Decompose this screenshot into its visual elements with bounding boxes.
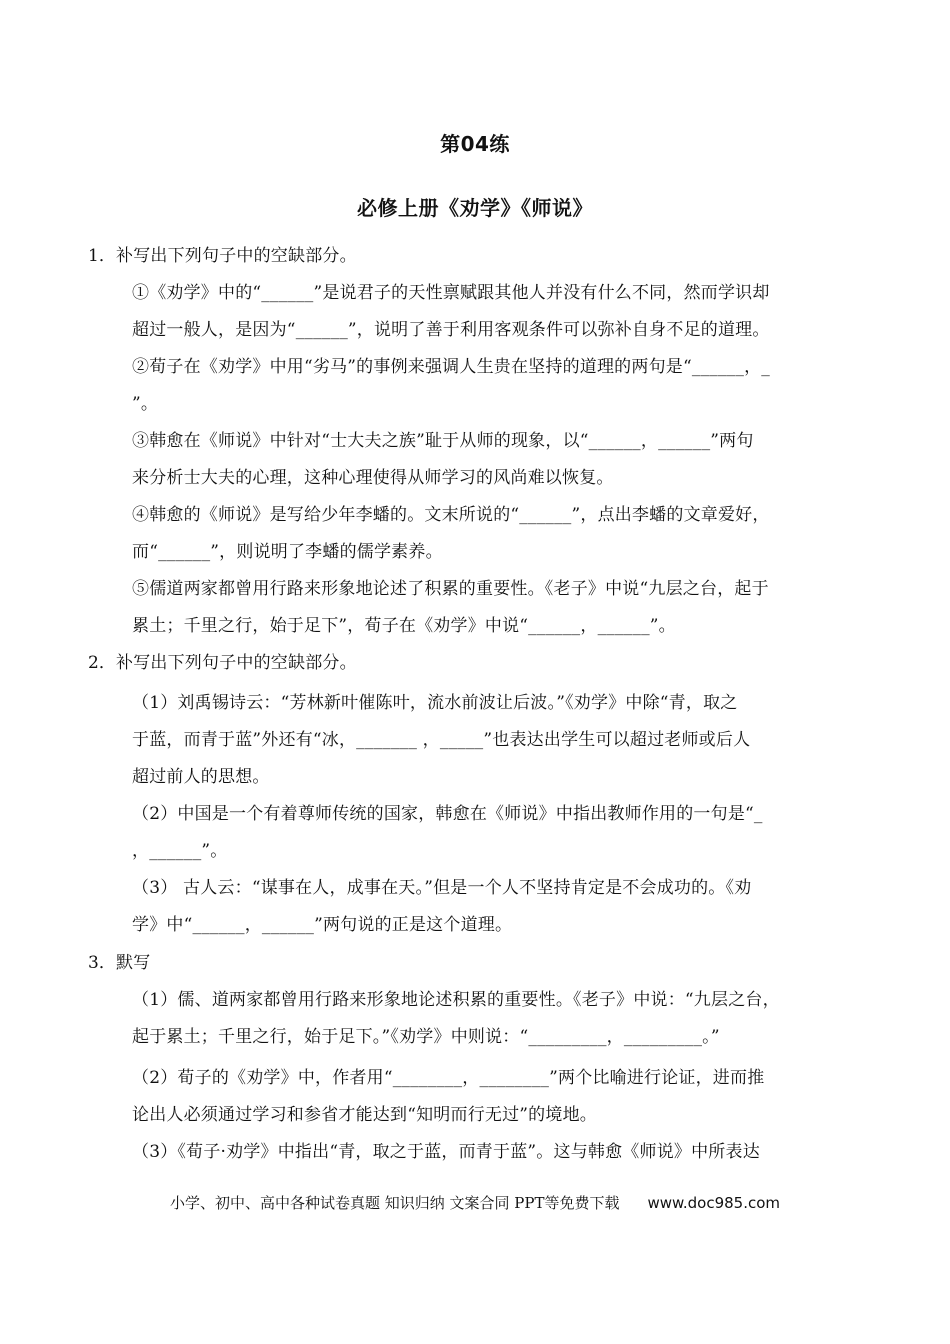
question-line: ④韩愈的《师说》是写给少年李蟠的。文末所说的“______”，点出李蟠的文章爱好， (132, 505, 770, 525)
question-prompt: 补写出下列句子中的空缺部分。 (116, 653, 357, 673)
question-line: ③韩愈在《师说》中针对“士大夫之族”耻于从师的现象，以“______，______”两句 (132, 431, 754, 451)
question-line: 累土；千里之行，始于足下”，荀子在《劝学》中说“______，______”。 (132, 616, 676, 636)
question-line: （3）《荀子·劝学》中指出“青，取之于蓝，而青于蓝”。这与韩愈《师说》中所表达 (132, 1142, 760, 1162)
question-line: （3） 古人云：“谋事在人，成事在天。”但是一个人不坚持肯定是不会成功的。《劝 (132, 878, 752, 898)
question-line: 来分析士大夫的心理，这种心理使得从师学习的风尚难以恢复。 (132, 468, 614, 488)
page-subtitle: 必修上册《劝学》《师说》 (357, 196, 593, 220)
question-line: 学》中“______，______”两句说的正是这个道理。 (132, 915, 513, 935)
footer-link[interactable]: www.doc985.com (647, 1194, 781, 1212)
question-number: 3． (88, 953, 116, 973)
question-number: 1． (88, 246, 116, 266)
question-line: 而“______”，则说明了李蟠的儒学素养。 (132, 542, 443, 562)
question-line: 于蓝，而青于蓝”外还有“冰，_______ ，_____”也表达出学生可以超过老师或后人 (132, 730, 751, 750)
page-title: 第04练 (440, 132, 510, 156)
question-line: ”。 (132, 394, 159, 414)
question-number: 2． (88, 653, 116, 673)
question-line: 超过前人的思想。 (132, 767, 270, 787)
question-prompt: 默写 (116, 953, 151, 973)
question-line: （1）儒、道两家都曾用行路来形象地论述积累的重要性。《老子》中说：“九层之台， (132, 990, 780, 1010)
question-line: ⑤儒道两家都曾用行路来形象地论述了积累的重要性。《老子》中说“九层之台，起于 (132, 579, 769, 599)
question-line: （2）中国是一个有着尊师传统的国家，韩愈在《师说》中指出教师作用的一句是“_ (132, 804, 763, 824)
question-line: 超过一般人，是因为“______”，说明了善于利用客观条件可以弥补自身不足的道理。 (132, 320, 770, 340)
question-line: （1）刘禹锡诗云：“芳林新叶催陈叶，流水前波让后波。”《劝学》中除“青，取之 (132, 693, 738, 713)
question-line: ①《劝学》中的“______”是说君子的天性禀赋跟其他人并没有什么不同，然而学识却 (132, 283, 770, 303)
page-footer (0, 1192, 950, 1213)
question-line: ，______”。 (132, 841, 228, 861)
question-line: 起于累土；千里之行，始于足下。”《劝学》中则说：“_________，_________。” (132, 1027, 720, 1047)
question-line: 论出人必须通过学习和参省才能达到“知明而行无过”的境地。 (132, 1105, 597, 1125)
question-line: ②荀子在《劝学》中用“劣马”的事例来强调人生贵在坚持的道理的两句是“______，_ (132, 357, 770, 377)
question-prompt: 补写出下列句子中的空缺部分。 (116, 246, 357, 266)
footer-text: 小学、初中、高中各种试卷真题 知识归纳 文案合同 PPT等免费下载 (169, 1194, 620, 1212)
question-line: （2）荀子的《劝学》中，作者用“________，________”两个比喻进行论证，进而推 (132, 1068, 765, 1088)
